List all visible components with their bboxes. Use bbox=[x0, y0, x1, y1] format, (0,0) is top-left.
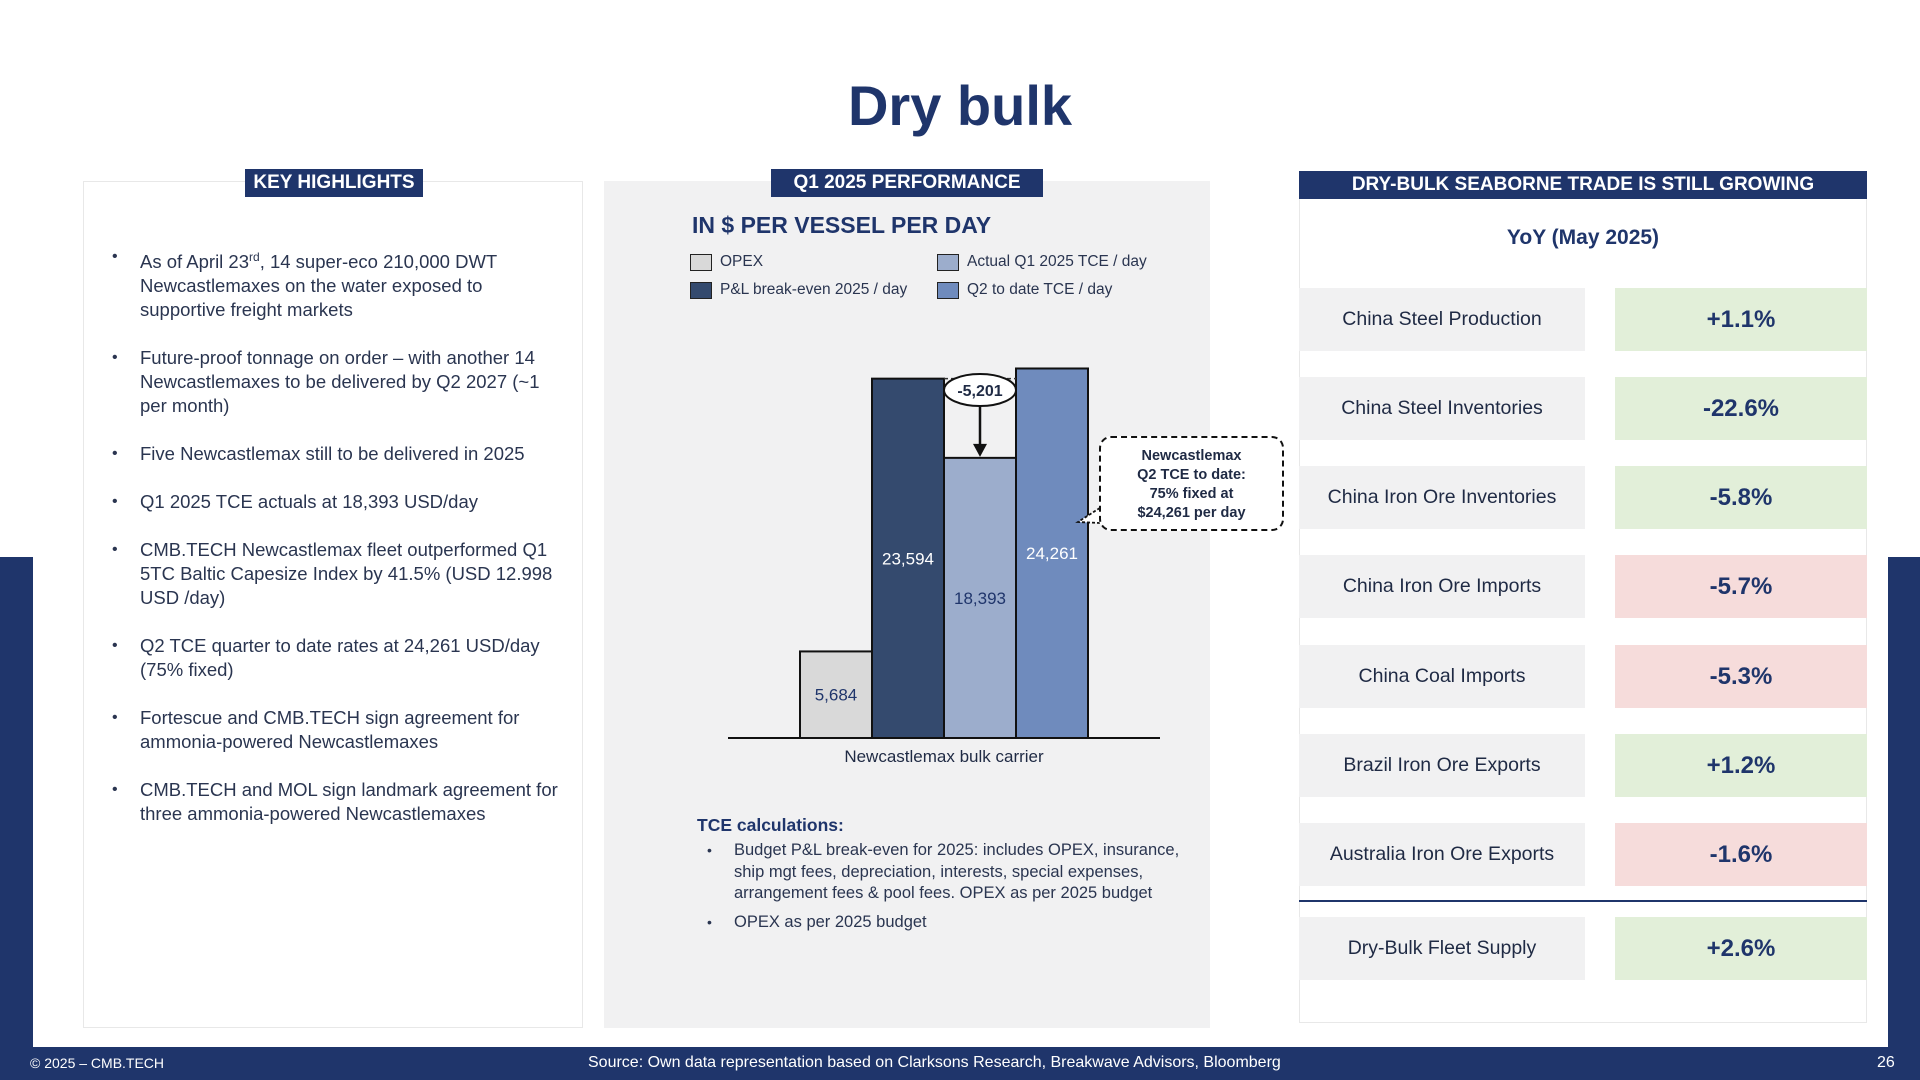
diff-arrow-head bbox=[973, 444, 987, 457]
legend-item-q2: Q2 to date TCE / day bbox=[937, 281, 1112, 299]
indicator-value: -22.6% bbox=[1615, 377, 1867, 440]
indicator-label: China Iron Ore Inventories bbox=[1299, 466, 1585, 529]
tce-item: • OPEX as per 2025 budget bbox=[697, 912, 1197, 934]
diff-label: -5,201 bbox=[957, 383, 1003, 400]
indicator-label: Dry-Bulk Fleet Supply bbox=[1299, 917, 1585, 980]
legend-swatch bbox=[690, 254, 712, 271]
legend-item-actual-q1: Actual Q1 2025 TCE / day bbox=[937, 253, 1147, 271]
seaborne-trade-tag: DRY-BULK SEABORNE TRADE IS STILL GROWING bbox=[1299, 171, 1867, 199]
indicator-value: -5.3% bbox=[1615, 645, 1867, 708]
x-axis-label: Newcastlemax bulk carrier bbox=[844, 747, 1044, 766]
indicator-label: China Coal Imports bbox=[1299, 645, 1585, 708]
legend-item-breakeven: P&L break-even 2025 / day bbox=[690, 281, 907, 299]
highlight-item: • As of April 23rd, 14 super-eco 210,000 DWT Newcastlemaxes on the water exposed to supportive freight markets bbox=[110, 245, 560, 322]
highlight-item: • Future-proof tonnage on order – with another 14 Newcastlemaxes to be delivered by Q2 2027 (~1 per month) bbox=[110, 346, 560, 418]
source-note: Source: Own data representation based on Clarksons Research, Breakwave Advisors, Bloomberg bbox=[588, 1054, 1281, 1071]
q2-tce-callout: Newcastlemax Q2 TCE to date: 75% fixed at $24,261 per day bbox=[1099, 436, 1284, 531]
legend-swatch bbox=[690, 282, 712, 299]
indicator-label: Australia Iron Ore Exports bbox=[1299, 823, 1585, 886]
bar-label-2: 18,393 bbox=[954, 588, 1006, 608]
indicator-value: -5.7% bbox=[1615, 555, 1867, 618]
indicator-value: -1.6% bbox=[1615, 823, 1867, 886]
copyright: © 2025 – CMB.TECH bbox=[30, 1055, 165, 1071]
highlights-list bbox=[110, 245, 560, 850]
highlight-item: • CMB.TECH and MOL sign landmark agreement for three ammonia-powered Newcastlemaxes bbox=[110, 778, 560, 826]
tce-calculations-title: TCE calculations: bbox=[697, 815, 844, 835]
bar-label-0: 5,684 bbox=[814, 685, 858, 705]
indicator-value: +2.6% bbox=[1615, 917, 1867, 980]
indicator-value: +1.1% bbox=[1615, 288, 1867, 351]
highlight-item: • CMB.TECH Newcastlemax fleet outperformed Q1 5TC Baltic Capesize Index by 41.5% (USD 12.998 USD /day) bbox=[110, 538, 560, 610]
page-number: 26 bbox=[1877, 1054, 1895, 1071]
key-highlights-tag: KEY HIGHLIGHTS bbox=[245, 169, 423, 197]
indicator-value: +1.2% bbox=[1615, 734, 1867, 797]
performance-tag: Q1 2025 PERFORMANCE bbox=[771, 169, 1043, 197]
highlight-item: • Q1 2025 TCE actuals at 18,393 USD/day bbox=[110, 490, 560, 514]
bar-label-1: 23,594 bbox=[882, 549, 934, 569]
indicator-value: -5.8% bbox=[1615, 466, 1867, 529]
indicator-label: China Steel Inventories bbox=[1299, 377, 1585, 440]
bar-label-3: 24,261 bbox=[1026, 544, 1078, 564]
bar-chart bbox=[604, 300, 1210, 780]
table-divider bbox=[1299, 900, 1867, 902]
indicator-label: China Steel Production bbox=[1299, 288, 1585, 351]
chart-heading: IN $ PER VESSEL PER DAY bbox=[692, 212, 992, 238]
legend-swatch bbox=[937, 254, 959, 271]
legend-item-opex: OPEX bbox=[690, 253, 763, 271]
page-title: Dry bulk bbox=[847, 74, 1073, 137]
tce-item: • Budget P&L break-even for 2025: includes OPEX, insurance, ship mgt fees, depreciation, interests, special expenses, arrangement fees & pool fees. OPEX as per 2025 budget bbox=[697, 840, 1197, 905]
indicator-label: China Iron Ore Imports bbox=[1299, 555, 1585, 618]
highlight-item: • Q2 TCE quarter to date rates at 24,261 USD/day (75% fixed) bbox=[110, 634, 560, 682]
yoy-subtitle: YoY (May 2025) bbox=[1506, 226, 1660, 249]
highlight-item: • Fortescue and CMB.TECH sign agreement for ammonia-powered Newcastlemaxes bbox=[110, 706, 560, 754]
legend-swatch bbox=[937, 282, 959, 299]
indicator-label: Brazil Iron Ore Exports bbox=[1299, 734, 1585, 797]
highlight-item: • Five Newcastlemax still to be delivered in 2025 bbox=[110, 442, 560, 466]
tce-calculations-list bbox=[697, 840, 1197, 940]
